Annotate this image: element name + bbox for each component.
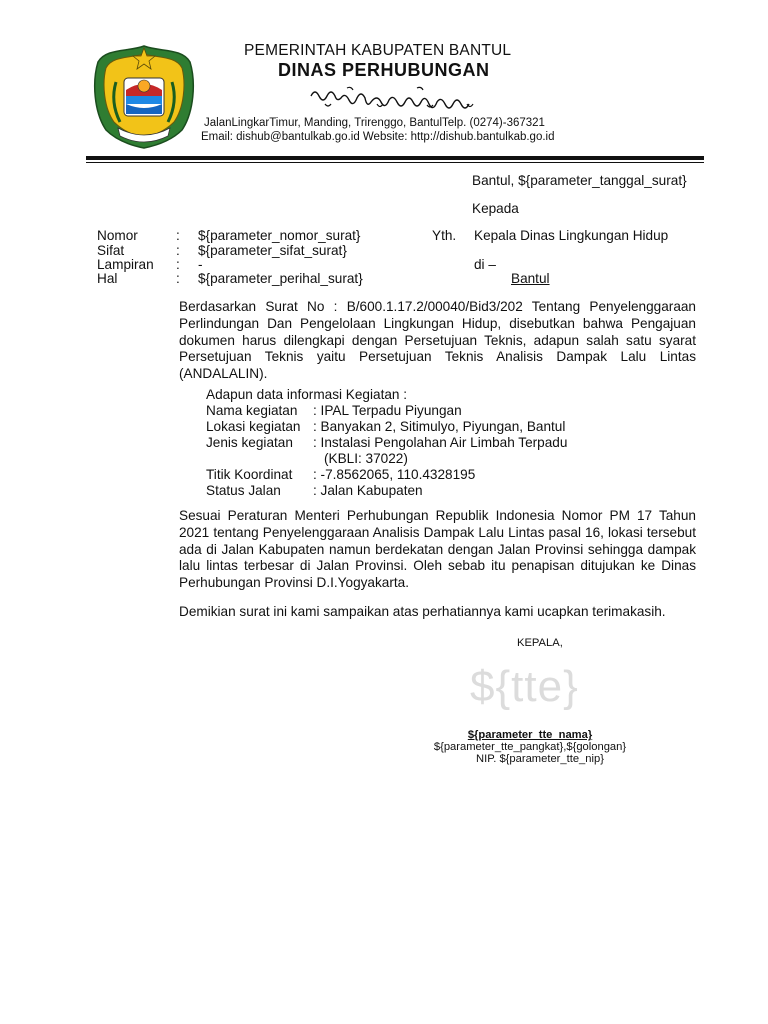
meta-value-hal: ${parameter_perihal_surat}	[198, 271, 363, 286]
meta-sep-hal: :	[176, 271, 180, 286]
agency-name: DINAS PERHUBUNGAN	[278, 60, 490, 80]
bantul-emblem-icon	[90, 42, 198, 150]
info-label-jenis: Jenis kegiatan	[206, 435, 293, 450]
meta-value-sifat: ${parameter_sifat_surat}	[198, 243, 347, 258]
signature-title: KEPALA,	[517, 637, 563, 649]
meta-sep-nomor: :	[176, 228, 180, 243]
place-date: Bantul, ${parameter_tanggal_surat}	[472, 173, 687, 188]
meta-value-nomor: ${parameter_nomor_surat}	[198, 228, 361, 243]
signer-nip: NIP. ${parameter_tte_nip}	[476, 753, 604, 765]
header-divider-thin	[86, 162, 704, 163]
body-paragraph-3: Demikian surat ini kami sampaikan atas perhatiannya kami ucapkan terimakasih.	[179, 604, 666, 619]
info-value-status: : Jalan Kabupaten	[313, 483, 423, 498]
meta-sep-sifat: :	[176, 243, 180, 258]
body-paragraph-2: Sesuai Peraturan Menteri Perhubungan Republik Indonesia Nomor PM 17 Tahun 2021 tentang Penyelenggaraan Analisis Dampak Lalu Lintas pasal 16, lokasi tersebut ada di Jalan Kabupaten namun berdekatan dengan Jalan Provinsi sehingga dampak lalu lintas terbesar di Jalan Provinsi. Oleh sebab itu penapisan ditujukan ke Dinas Perhubungan Provinsi D.I.Yogyakarta.	[179, 508, 696, 591]
recipient-di: di –	[474, 257, 496, 272]
info-value-nama: : IPAL Terpadu Piyungan	[313, 403, 462, 418]
meta-sep-lampiran: :	[176, 257, 180, 272]
header-divider-thick	[86, 156, 704, 160]
recipient-name: Kepala Dinas Lingkungan Hidup	[474, 228, 669, 243]
info-label-koordinat: Titik Koordinat	[206, 467, 293, 482]
agency-address: JalanLingkarTimur, Manding, Trirenggo, BantulTelp. (0274)-367321	[204, 117, 545, 129]
meta-label-lampiran: Lampiran	[97, 257, 154, 272]
body-paragraph-1: Berdasarkan Surat No : B/600.1.17.2/00040/Bid3/202 Tentang Penyelenggaraan Perlindungan Dan Pengelolaan Lingkungan Hidup, disebutkan bahwa Pengajuan dokumen harus dilengkapi dengan Persetujuan Teknis, adapun salah satu syarat Persetujuan Teknis yaitu Persetujuan Teknis Analisis Dampak Lalu Lintas (ANDALALIN).	[179, 299, 696, 382]
info-label-lokasi: Lokasi kegiatan	[206, 419, 301, 434]
yth-label: Yth.	[432, 228, 457, 243]
meta-label-nomor: Nomor	[97, 228, 138, 243]
info-value-jenis: : Instalasi Pengolahan Air Limbah Terpadu	[313, 435, 568, 450]
signer-rank: ${parameter_tte_pangkat},${golongan}	[433, 741, 627, 753]
info-value-kbli: (KBLI: 37022)	[324, 451, 408, 466]
info-value-koordinat: : -7.8562065, 110.4328195	[313, 467, 476, 482]
meta-value-lampiran: -	[198, 257, 203, 272]
meta-label-hal: Hal	[97, 271, 118, 286]
agency-contact: Email: dishub@bantulkab.go.id Website: http://dishub.bantulkab.go.id	[201, 131, 555, 143]
signer-name: ${parameter_tte_nama}	[467, 729, 593, 741]
info-intro: Adapun data informasi Kegiatan :	[206, 387, 408, 402]
meta-label-sifat: Sifat	[97, 243, 125, 258]
recipient-city: Bantul	[511, 271, 550, 286]
javanese-script-title	[307, 86, 507, 112]
info-label-nama: Nama kegiatan	[206, 403, 298, 418]
to-label: Kepada	[472, 201, 519, 216]
tte-placeholder: ${tte}	[470, 662, 579, 711]
government-name: PEMERINTAH KABUPATEN BANTUL	[244, 42, 512, 59]
info-label-status: Status Jalan	[206, 483, 281, 498]
info-value-lokasi: : Banyakan 2, Sitimulyo, Piyungan, Bantul	[313, 419, 566, 434]
